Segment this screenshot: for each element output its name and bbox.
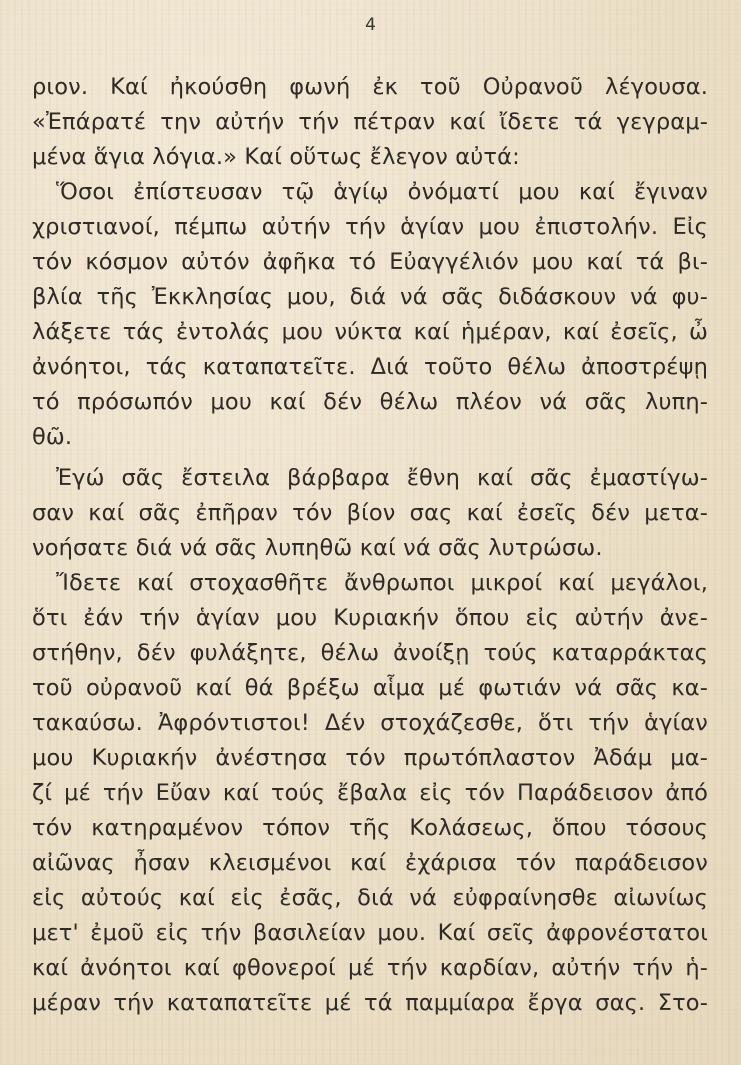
text-line: ζί μέ τήν Εὔαν καί τούς ἔβαλα εἰς τόν Παράδεισον ἀπό: [32, 780, 708, 806]
text-line: μένα ἅγια λόγια.» Καί οὕτως ἔλεγον αὐτά:: [32, 144, 520, 170]
text-line: μου Κυριακήν ἀνέστησα τόν πρωτόπλαστον Ἀδάμ μα-: [32, 745, 708, 771]
text-line: τόν κατηραμένον τόπον τῆς Κολάσεως, ὅπου τόσους: [32, 815, 708, 841]
text-line: Ὅσοι ἐπίστευσαν τῷ ἁγίῳ ὀνόματί μου καί ἔγιναν: [56, 179, 708, 205]
text-line: μετ' ἐμοῦ εἰς τήν βασιλείαν μου. Καί σεῖς ἀφρονέστατοι: [32, 920, 708, 946]
page-number: 4: [365, 15, 376, 35]
text-line: ὅτι ἐάν τήν ἁγίαν μου Κυριακήν ὅπου εἰς αὐτήν ἀνε-: [32, 605, 708, 631]
text-line: χριστιανοί, πέμπω αὐτήν τήν ἁγίαν μου ἐπιστολήν. Εἰς: [32, 214, 708, 240]
text-line: τοῦ οὐρανοῦ καί θά βρέξω αἷμα μέ φωτιάν νά σᾶς κα-: [32, 675, 708, 701]
text-line: λάξετε τάς ἐντολάς μου νύκτα καί ἡμέραν, καί ἐσεῖς, ὦ: [32, 319, 708, 345]
text-line: βλία τῆς Ἐκκλησίας μου, διά νά σᾶς διδάσκουν νά φυ-: [32, 284, 708, 310]
text-line: νοήσατε διά νά σᾶς λυπηθῶ καί νά σᾶς λυτρώσω.: [32, 535, 603, 561]
text-line: «Ἐπάρατέ την αὐτήν τήν πέτραν καί ἴδετε τά γεγραμ-: [32, 109, 708, 135]
text-line: σαν καί σᾶς ἐπῆραν τόν βίον σας καί ἐσεῖς δέν μετα-: [32, 500, 708, 526]
text-line: τακαύσω. Ἀφρόντιστοι! Δέν στοχάζεσθε, ὅτι τήν ἁγίαν: [32, 710, 708, 736]
text-line: τό πρόσωπόν μου καί δέν θέλω πλέον νά σᾶς λυπη-: [32, 389, 708, 415]
text-line: στήθην, δέν φυλάξητε, θέλω ἀνοίξῃ τούς καταρράκτας: [32, 640, 708, 666]
text-line: ριον. Καί ἠκούσθη φωνή ἐκ τοῦ Οὐρανοῦ λέγουσα.: [32, 74, 708, 100]
text-line: τόν κόσμον αὐτόν ἀφῆκα τό Εὐαγγέλιόν μου καί τά βι-: [32, 249, 708, 275]
text-line: αἰῶνας ἦσαν κλεισμένοι καί ἐχάρισα τόν παράδεισον: [32, 850, 708, 876]
text-line: εἰς αὐτούς καί εἰς ἐσᾶς, διά νά εὐφραίνησθε αἰωνίως: [32, 885, 708, 911]
text-line: ἀνόητοι, τάς καταπατεῖτε. Διά τοῦτο θέλω ἀποστρέψῃ: [32, 354, 708, 380]
text-line: θῶ.: [32, 424, 73, 450]
body-text: [32, 70, 708, 1021]
text-line: Ἐγώ σᾶς ἔστειλα βάρβαρα ἔθνη καί σᾶς ἐμαστίγω-: [56, 465, 708, 491]
text-line: καί ἀνόητοι καί φθονεροί μέ τήν καρδίαν, αὐτήν τήν ἡ-: [32, 955, 708, 981]
text-line: Ἴδετε καί στοχασθῆτε ἄνθρωποι μικροί καί μεγάλοι,: [56, 570, 708, 596]
text-line: μέραν τήν καταπατεῖτε μέ τά παμμίαρα ἔργα σας. Στο-: [32, 990, 708, 1016]
